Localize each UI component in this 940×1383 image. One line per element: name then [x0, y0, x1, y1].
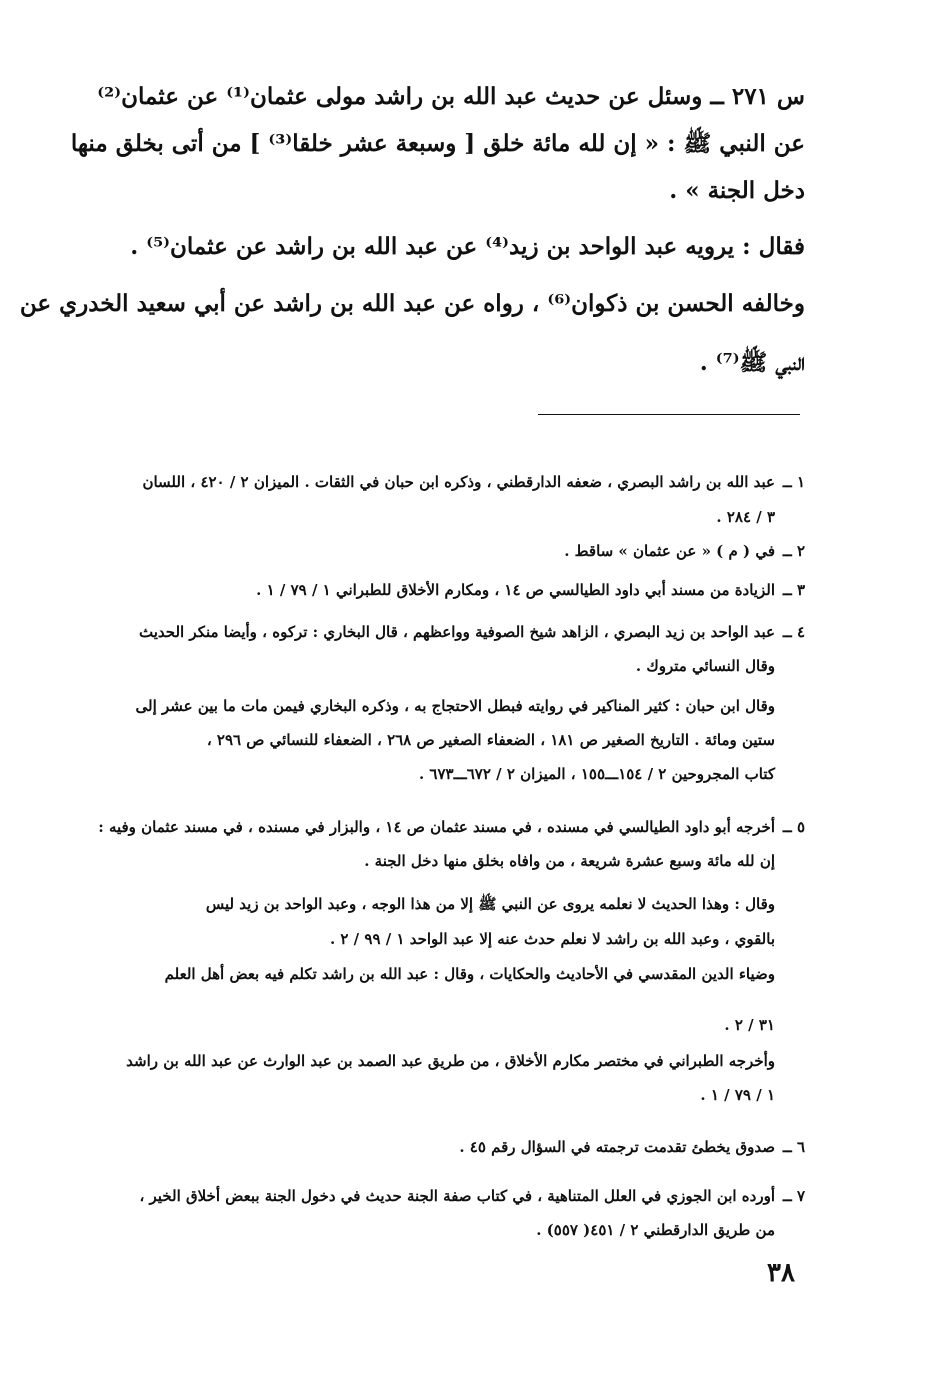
footnote-text: أخرجه أبو داود الطيالسي في مسنده ، في مسند عثمان ص ١٤ ، والبزار في مسنده ، في مسند عثمان وفيه :	[98, 818, 775, 836]
footnote-number: ١ ــ	[782, 473, 805, 491]
footnote-text: عبد الواحد بن زيد البصري ، الزاهد شيخ الصوفية وواعظهم ، قال البخاري : تركوه ، وأيضا منكر الحديث	[139, 623, 775, 641]
footnote-4-line-5: كتاب المجروحين ٢ / ١٥٤ـــ١٥٥ ، الميزان ٢ / ٦٧٢ـــ٦٧٣ .	[418, 765, 775, 783]
footnote-text: في ( م ) « عن عثمان » ساقط .	[564, 542, 775, 560]
footnote-4	[105, 620, 805, 644]
footnote-5-line-3: وقال : وهذا الحديث لا نعلمه يروى عن النبي ﷺ إلا من هذا الوجه ، وعبد الواحد بن زيد ليس	[205, 895, 775, 913]
question-line-1: س ٢٧١ ــ وسئل عن حديث عبد الله بن راشد مولى عثمان⁽¹⁾ عن عثمان⁽²⁾	[97, 83, 805, 110]
answer-line-2: وخالفه الحسن بن ذكوان⁽⁶⁾ ، رواه عن عبد الله بن راشد عن أبي سعيد الخدري عن	[19, 290, 805, 317]
footnote-number: ٥ ــ	[782, 818, 805, 836]
footnote-4-line-3: وقال ابن حبان : كثير المناكير في روايته فبطل الاحتجاج به ، وذكره البخاري فيمن مات ما بين عشر إلى	[135, 697, 775, 715]
footnote-divider	[538, 414, 800, 415]
footnote-6	[105, 1135, 805, 1159]
footnote-number: ٦ ــ	[782, 1138, 805, 1156]
footnote-text: الزيادة من مسند أبي داود الطيالسي ص ١٤ ، ومكارم الأخلاق للطبراني ١ / ٧٩ / ١ .	[256, 581, 775, 599]
footnote-5-line-8: ١ / ٧٩ / ١ .	[700, 1086, 775, 1104]
footnote-3	[105, 578, 805, 602]
page-number: ٣٨	[767, 1258, 795, 1288]
footnote-4-line-4: ستين ومائة . التاريخ الصغير ص ١٨١ ، الضعفاء الصغير ص ٢٦٨ ، الضعفاء للنسائي ص ٢٩٦ ،	[206, 731, 775, 749]
footnote-text: أورده ابن الجوزي في العلل المتناهية ، في كتاب صفة الجنة حديث في دخول الجنة ببعض أخلاق الخير ،	[139, 1187, 775, 1205]
footnote-1	[105, 470, 805, 494]
footnote-5-line-5: وضياء الدين المقدسي في الأحاديث والحكايات ، وقال : عبد الله بن راشد تكلم فيه بعض أهل العلم	[164, 965, 775, 983]
footnote-7-line-2: من طريق الدارقطني ٢ / ٤٥١( ٥٥٧) .	[536, 1221, 775, 1239]
footnote-5-line-4: بالقوي ، وعبد الله بن راشد لا نعلم حدث عنه إلا عبد الواحد ١ / ٩٩ / ٢ .	[329, 930, 775, 948]
footnote-5-line-6: ٣١ / ٢ .	[724, 1016, 775, 1034]
footnote-text: عبد الله بن راشد البصري ، ضعفه الدارقطني ، وذكره ابن حبان في الثقات . الميزان ٢ / ٤٢٠ ، اللسان	[142, 473, 775, 491]
footnote-4-line-2: وقال النسائي متروك .	[635, 657, 775, 675]
footnote-7	[105, 1184, 805, 1208]
footnote-2	[105, 539, 805, 563]
footnote-number: ٧ ــ	[782, 1187, 805, 1205]
footnote-5-line-7: وأخرجه الطبراني في مختصر مكارم الأخلاق ، من طريق عبد الصمد بن عبد الوارث عن عبد الله بن راشد	[126, 1052, 775, 1070]
footnote-5	[98, 815, 805, 839]
answer-line-3: النبي ﷺ⁽⁷⁾ .	[699, 349, 805, 376]
footnote-1-continuation: ٣ / ٢٨٤ .	[716, 508, 775, 526]
footnote-number: ٤ ــ	[782, 623, 805, 641]
footnote-number: ٣ ــ	[782, 581, 805, 599]
footnote-number: ٢ ــ	[782, 542, 805, 560]
question-line-2: عن النبي ﷺ : « إن لله مائة خلق [ وسبعة عشر خلقا⁽³⁾ ] من أتى بخلق منها	[70, 130, 805, 157]
footnote-5-line-2: إن لله مائة وسبع عشرة شريعة ، من وافاه بخلق منها دخل الجنة .	[364, 852, 775, 870]
question-line-3: دخل الجنة » .	[669, 177, 805, 204]
answer-line-1: فقال : يرويه عبد الواحد بن زيد⁽⁴⁾ عن عبد الله بن راشد عن عثمان⁽⁵⁾ .	[130, 233, 805, 260]
footnote-text: صدوق يخطئ تقدمت ترجمته في السؤال رقم ٤٥ .	[459, 1138, 775, 1156]
